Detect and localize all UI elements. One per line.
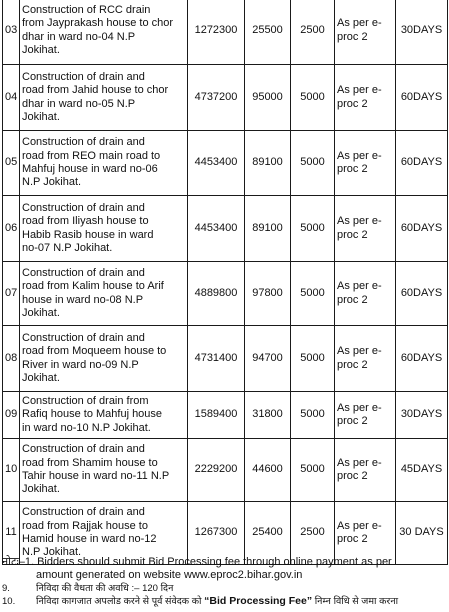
- estimated-cost-cell: 4889800: [188, 262, 245, 326]
- cell-line: proc 2: [337, 228, 368, 241]
- cell-line: proc 2: [337, 97, 368, 110]
- tender-fee-cell: 5000: [291, 392, 335, 439]
- cell-line: proc 2: [337, 30, 368, 43]
- completion-time-cell: 60DAYS: [396, 326, 448, 392]
- note-1-prefix: नोटः–1.: [2, 556, 35, 568]
- completion-time-cell: 60DAYS: [396, 131, 448, 196]
- cell-line: As per e-: [337, 149, 382, 162]
- earnest-money-cell: 97800: [245, 262, 291, 326]
- cell-line: Construction of drain and: [22, 331, 145, 344]
- table-row: [3, 262, 448, 326]
- cell-line: Jokihat.: [22, 371, 60, 384]
- table-row: [3, 0, 448, 65]
- completion-time-cell: 30 DAYS: [396, 502, 448, 565]
- tender-fee-cell: 5000: [291, 65, 335, 131]
- item-10-number: 10.: [2, 596, 16, 607]
- tender-fee-cell: 5000: [291, 326, 335, 392]
- cell-line: Construction of drain and: [22, 70, 145, 83]
- serial-number-cell: 11: [3, 502, 20, 565]
- procurement-cell: [335, 262, 396, 326]
- completion-time-cell: 30DAYS: [396, 0, 448, 65]
- cell-line: proc 2: [337, 163, 368, 175]
- serial-number-cell: 10: [3, 439, 20, 502]
- cell-line: Rafiq house to Mahfuj house: [22, 408, 163, 421]
- completion-time-cell: 60DAYS: [396, 65, 448, 131]
- cell-line: Construction of drain and: [22, 443, 145, 456]
- cell-line: road from REO main road to: [22, 149, 161, 162]
- cell-line: N.P Jokihat.: [22, 546, 82, 559]
- cell-line: road from Iliyash house to: [22, 215, 149, 228]
- earnest-money-cell: 31800: [245, 392, 291, 439]
- cell-line: As per e-: [337, 456, 382, 469]
- notes-section: [2, 556, 447, 608]
- estimated-cost-cell: 4453400: [188, 196, 245, 262]
- procurement-cell: [335, 392, 396, 439]
- tender-fee-cell: 5000: [291, 131, 335, 196]
- table-row: [3, 196, 448, 262]
- serial-number-cell: 09: [3, 392, 20, 439]
- work-description-cell: [20, 131, 188, 196]
- note-1-text: Bidders should submit Bid Processing fee through online payment as per: [34, 556, 392, 568]
- earnest-money-cell: 89100: [245, 131, 291, 196]
- estimated-cost-cell: 1272300: [188, 0, 245, 65]
- cell-line: Jokihat.: [22, 306, 60, 319]
- estimated-cost-cell: 4737200: [188, 65, 245, 131]
- cell-line: River in ward no-09 N.P: [22, 358, 139, 371]
- procurement-cell: [335, 131, 396, 196]
- procurement-cell: [335, 65, 396, 131]
- work-description-cell: [20, 439, 188, 502]
- earnest-money-cell: 95000: [245, 65, 291, 131]
- table-row: [3, 65, 448, 131]
- earnest-money-cell: 94700: [245, 326, 291, 392]
- cell-line: proc 2: [337, 533, 368, 545]
- note-1-line-1: [2, 556, 447, 569]
- cell-line: Hamid house in ward no-12: [22, 533, 157, 545]
- estimated-cost-cell: 1267300: [188, 502, 245, 565]
- work-description-cell: [20, 196, 188, 262]
- cell-line: from Jayprakash house to chor: [22, 17, 174, 30]
- work-description-cell: [20, 0, 188, 65]
- procurement-cell: [335, 196, 396, 262]
- work-description-cell: [20, 262, 188, 326]
- cell-line: Construction of drain and: [22, 136, 145, 149]
- serial-number-cell: 06: [3, 196, 20, 262]
- earnest-money-cell: 25400: [245, 502, 291, 565]
- cell-line: dhar in ward no-04 N.P: [22, 30, 136, 43]
- work-description-cell: [20, 326, 188, 392]
- estimated-cost-cell: 4731400: [188, 326, 245, 392]
- procurement-cell: [335, 326, 396, 392]
- tender-fee-cell: 2500: [291, 502, 335, 565]
- tender-fee-cell: 5000: [291, 196, 335, 262]
- cell-line: As per e-: [337, 401, 382, 414]
- procurement-cell: [335, 0, 396, 65]
- cell-line: road from Shamim house to: [22, 456, 158, 469]
- cell-line: N.P Jokihat.: [22, 176, 82, 189]
- earnest-money-cell: 89100: [245, 196, 291, 262]
- cell-line: proc 2: [337, 415, 368, 427]
- cell-line: Construction of drain from: [22, 394, 149, 407]
- item-9-number: 9.: [2, 583, 10, 594]
- cell-line: Jokihat.: [22, 110, 60, 123]
- cell-line: proc 2: [337, 293, 368, 306]
- completion-time-cell: 45DAYS: [396, 439, 448, 502]
- estimated-cost-cell: 2229200: [188, 439, 245, 502]
- cell-line: road from Jahid house to chor: [22, 84, 169, 97]
- cell-line: Mahfuj house in ward no-06: [22, 163, 158, 175]
- cell-line: road from Rajjak house to: [22, 519, 148, 532]
- table-row: [3, 131, 448, 196]
- cell-line: Construction of drain and: [22, 266, 145, 279]
- completion-time-cell: 60DAYS: [396, 196, 448, 262]
- cell-line: proc 2: [337, 358, 368, 371]
- cell-line: in ward no-10 N.P Jokihat.: [22, 421, 151, 434]
- cell-line: dhar in ward no-05 N.P: [22, 97, 136, 110]
- item-10: [2, 595, 447, 608]
- cell-line: Jokihat.: [22, 43, 60, 56]
- cell-line: road from Kalim house to Arif: [22, 280, 164, 293]
- earnest-money-cell: 25500: [245, 0, 291, 65]
- cell-line: Construction of RCC drain: [22, 3, 151, 16]
- tender-table: [2, 0, 448, 565]
- serial-number-cell: 05: [3, 131, 20, 196]
- tender-fee-cell: 2500: [291, 0, 335, 65]
- cell-line: Habib Rasib house in ward: [22, 228, 154, 241]
- serial-number-cell: 04: [3, 65, 20, 131]
- cell-line: As per e-: [337, 280, 382, 293]
- cell-line: Construction of drain and: [22, 506, 145, 519]
- item-10-text-b: निम्न विधि से जमा करना: [312, 596, 399, 607]
- cell-line: no-07 N.P Jokihat.: [22, 241, 113, 254]
- work-description-cell: [20, 392, 188, 439]
- tender-fee-cell: 5000: [291, 439, 335, 502]
- tender-fee-cell: 5000: [291, 262, 335, 326]
- item-10-text-a: निविदा कागजात अपलोड करने से पूर्व संवेदक को: [36, 596, 205, 607]
- cell-line: Tahir house in ward no-11 N.P: [22, 470, 170, 482]
- cell-line: As per e-: [337, 519, 382, 532]
- completion-time-cell: 30DAYS: [396, 392, 448, 439]
- table-row: [3, 439, 448, 502]
- item-9: [2, 582, 447, 595]
- cell-line: As per e-: [337, 215, 382, 228]
- note-1-line-2: amount generated on website www.eproc2.bihar.gov.in: [36, 569, 303, 581]
- work-description-cell: [20, 65, 188, 131]
- table-row: [3, 326, 448, 392]
- earnest-money-cell: 44600: [245, 439, 291, 502]
- cell-line: road from Moqueem house to: [22, 345, 167, 358]
- estimated-cost-cell: 4453400: [188, 131, 245, 196]
- item-10-bid-fee: “Bid Processing Fee”: [204, 595, 313, 607]
- item-9-text: निविदा की वैधता की अवधि :– 120 दिन: [36, 583, 174, 594]
- completion-time-cell: 60DAYS: [396, 262, 448, 326]
- serial-number-cell: 08: [3, 326, 20, 392]
- cell-line: As per e-: [337, 84, 382, 97]
- cell-line: Construction of drain and: [22, 201, 145, 214]
- cell-line: Jokihat.: [22, 483, 60, 496]
- serial-number-cell: 03: [3, 0, 20, 65]
- cell-line: proc 2: [337, 470, 368, 482]
- cell-line: house in ward no-08 N.P: [22, 293, 144, 306]
- serial-number-cell: 07: [3, 262, 20, 326]
- table-row: [3, 392, 448, 439]
- tender-table-body: [3, 0, 448, 565]
- estimated-cost-cell: 1589400: [188, 392, 245, 439]
- cell-line: As per e-: [337, 17, 382, 30]
- procurement-cell: [335, 439, 396, 502]
- cell-line: As per e-: [337, 345, 382, 358]
